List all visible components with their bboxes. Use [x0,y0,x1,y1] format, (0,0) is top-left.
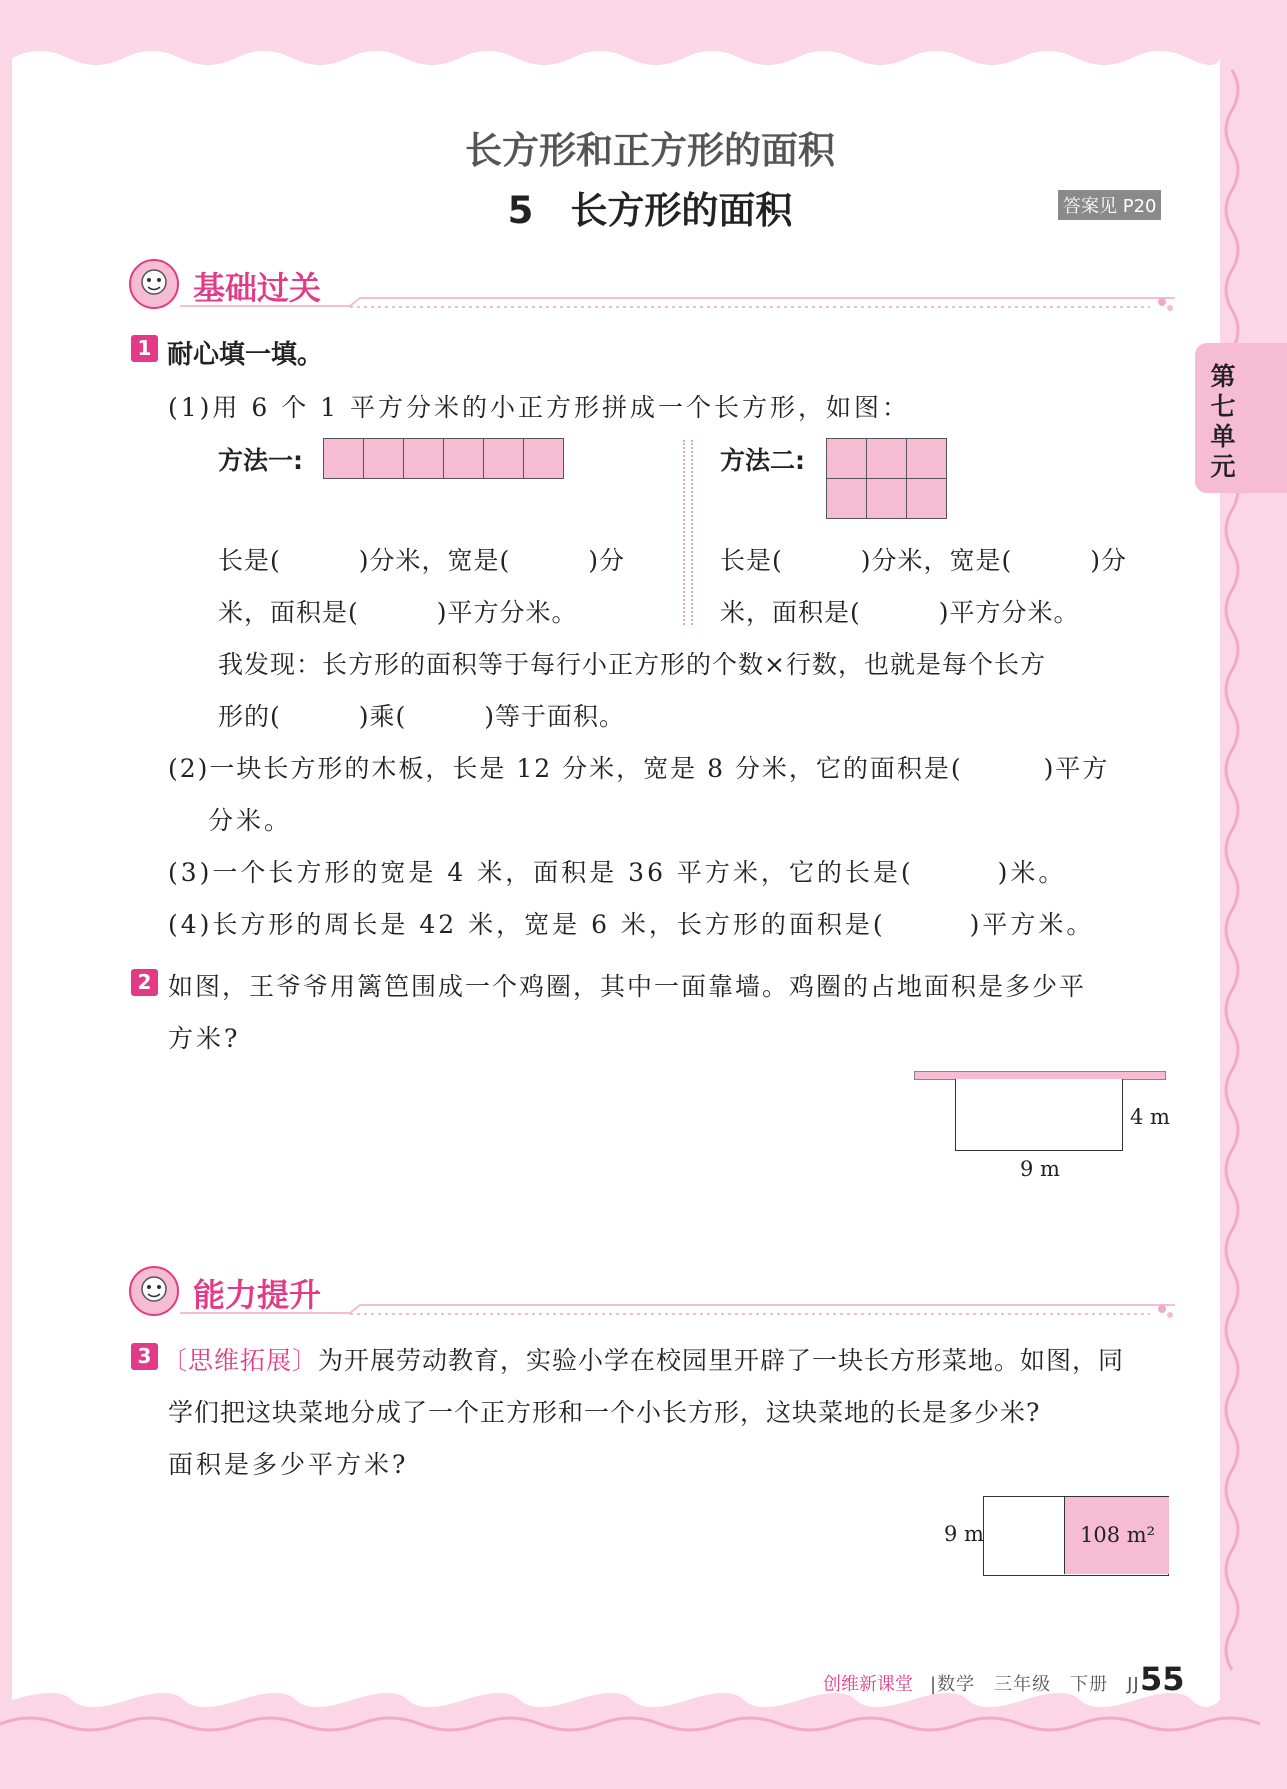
method-1-label: 方法一: [218,446,303,475]
question-number-2: 2 [131,969,158,996]
grid-cell [866,478,907,519]
column-divider [683,440,693,625]
grid-cell [906,438,947,479]
section-title-advanced: 能力提升 [193,1276,322,1314]
question-number-3: 3 [131,1343,158,1370]
section-divider [180,296,1175,314]
page-title: 长方形和正方形的面积 [465,129,835,172]
footer-info: |数学 三年级 下册 JJ [930,1674,1140,1695]
question-2-line-1: 如图，王爷爷用篱笆围成一个鸡圈，其中一面靠墙。鸡圈的占地面积是多少平 [168,972,1087,1001]
q1-part2-line-1[interactable]: (2)一块长方形的木板，长是 12 分米，宽是 8 分米，它的面积是( )平方 [168,754,1110,783]
chicken-pen-rectangle [955,1079,1123,1151]
method-1-grid [323,438,563,479]
method-2-answer-line-1[interactable]: 长是( )分米，宽是( )分 [720,546,1128,575]
question-3-line-2: 学们把这块菜地分成了一个正方形和一个小长方形，这块菜地的长是多少米? [168,1398,1041,1427]
question-3-line-1: 为开展劳动教育，实验小学在校园里开辟了一块长方形菜地。如图，同 [318,1346,1125,1375]
method-1-answer-line-1[interactable]: 长是( )分米，宽是( )分 [218,546,626,575]
plot-area-label: 108 m² [1080,1523,1156,1547]
grid-cell [323,438,364,479]
discovery-line-1: 我发现：长方形的面积等于每行小正方形的个数×行数，也就是每个长方 [218,650,1046,679]
grid-cell [443,438,484,479]
unit-side-tab-label: 第七单元 [1210,362,1236,481]
grid-cell [906,478,947,519]
thinking-extension-tag: 〔思维拓展〕 [162,1346,319,1375]
grid-cell [363,438,404,479]
method-2-label: 方法二: [720,446,805,475]
grid-cell [403,438,444,479]
section-title-basic: 基础过关 [193,269,322,307]
pen-height-label: 4 m [1130,1105,1170,1129]
question-2-line-2: 方米? [168,1024,241,1053]
grid-cell [523,438,564,479]
page-number: 55 [1140,1660,1185,1698]
grid-cell [826,478,867,519]
question-3-line-3: 面积是多少平方米? [168,1450,409,1479]
method-2-answer-line-2[interactable]: 米，面积是( )平方分米。 [720,598,1080,627]
q1-part3[interactable]: (3)一个长方形的宽是 4 米，面积是 36 平方米，它的长是( )米。 [168,858,1067,887]
cartoon-avatar-icon [128,1265,180,1317]
section-divider [180,1303,1175,1321]
grid-cell [866,438,907,479]
pen-width-label: 9 m [1020,1157,1060,1181]
plot-side-label: 9 m [944,1522,984,1546]
q1-part1-intro: (1)用 6 个 1 平方分米的小正方形拼成一个长方形，如图： [168,393,911,422]
question-number-1: 1 [131,335,158,362]
footer-brand: 创维新课堂 [823,1674,913,1695]
method-2-grid [826,438,946,519]
cartoon-avatar-icon [128,258,180,310]
grid-cell [483,438,524,479]
method-1-answer-line-2[interactable]: 米，面积是( )平方分米。 [218,598,578,627]
lesson-title: 5 长方形的面积 [507,189,793,232]
question-1-label: 耐心填一填。 [167,340,324,370]
q1-part2-line-2: 分米。 [208,806,293,835]
discovery-line-2[interactable]: 形的( )乘( )等于面积。 [218,702,626,731]
answer-reference-badge: 答案见 P20 [1058,190,1161,220]
q1-part4[interactable]: (4)长方形的周长是 42 米，宽是 6 米，长方形的面积是( )平方米。 [168,910,1095,939]
grid-cell [826,438,867,479]
